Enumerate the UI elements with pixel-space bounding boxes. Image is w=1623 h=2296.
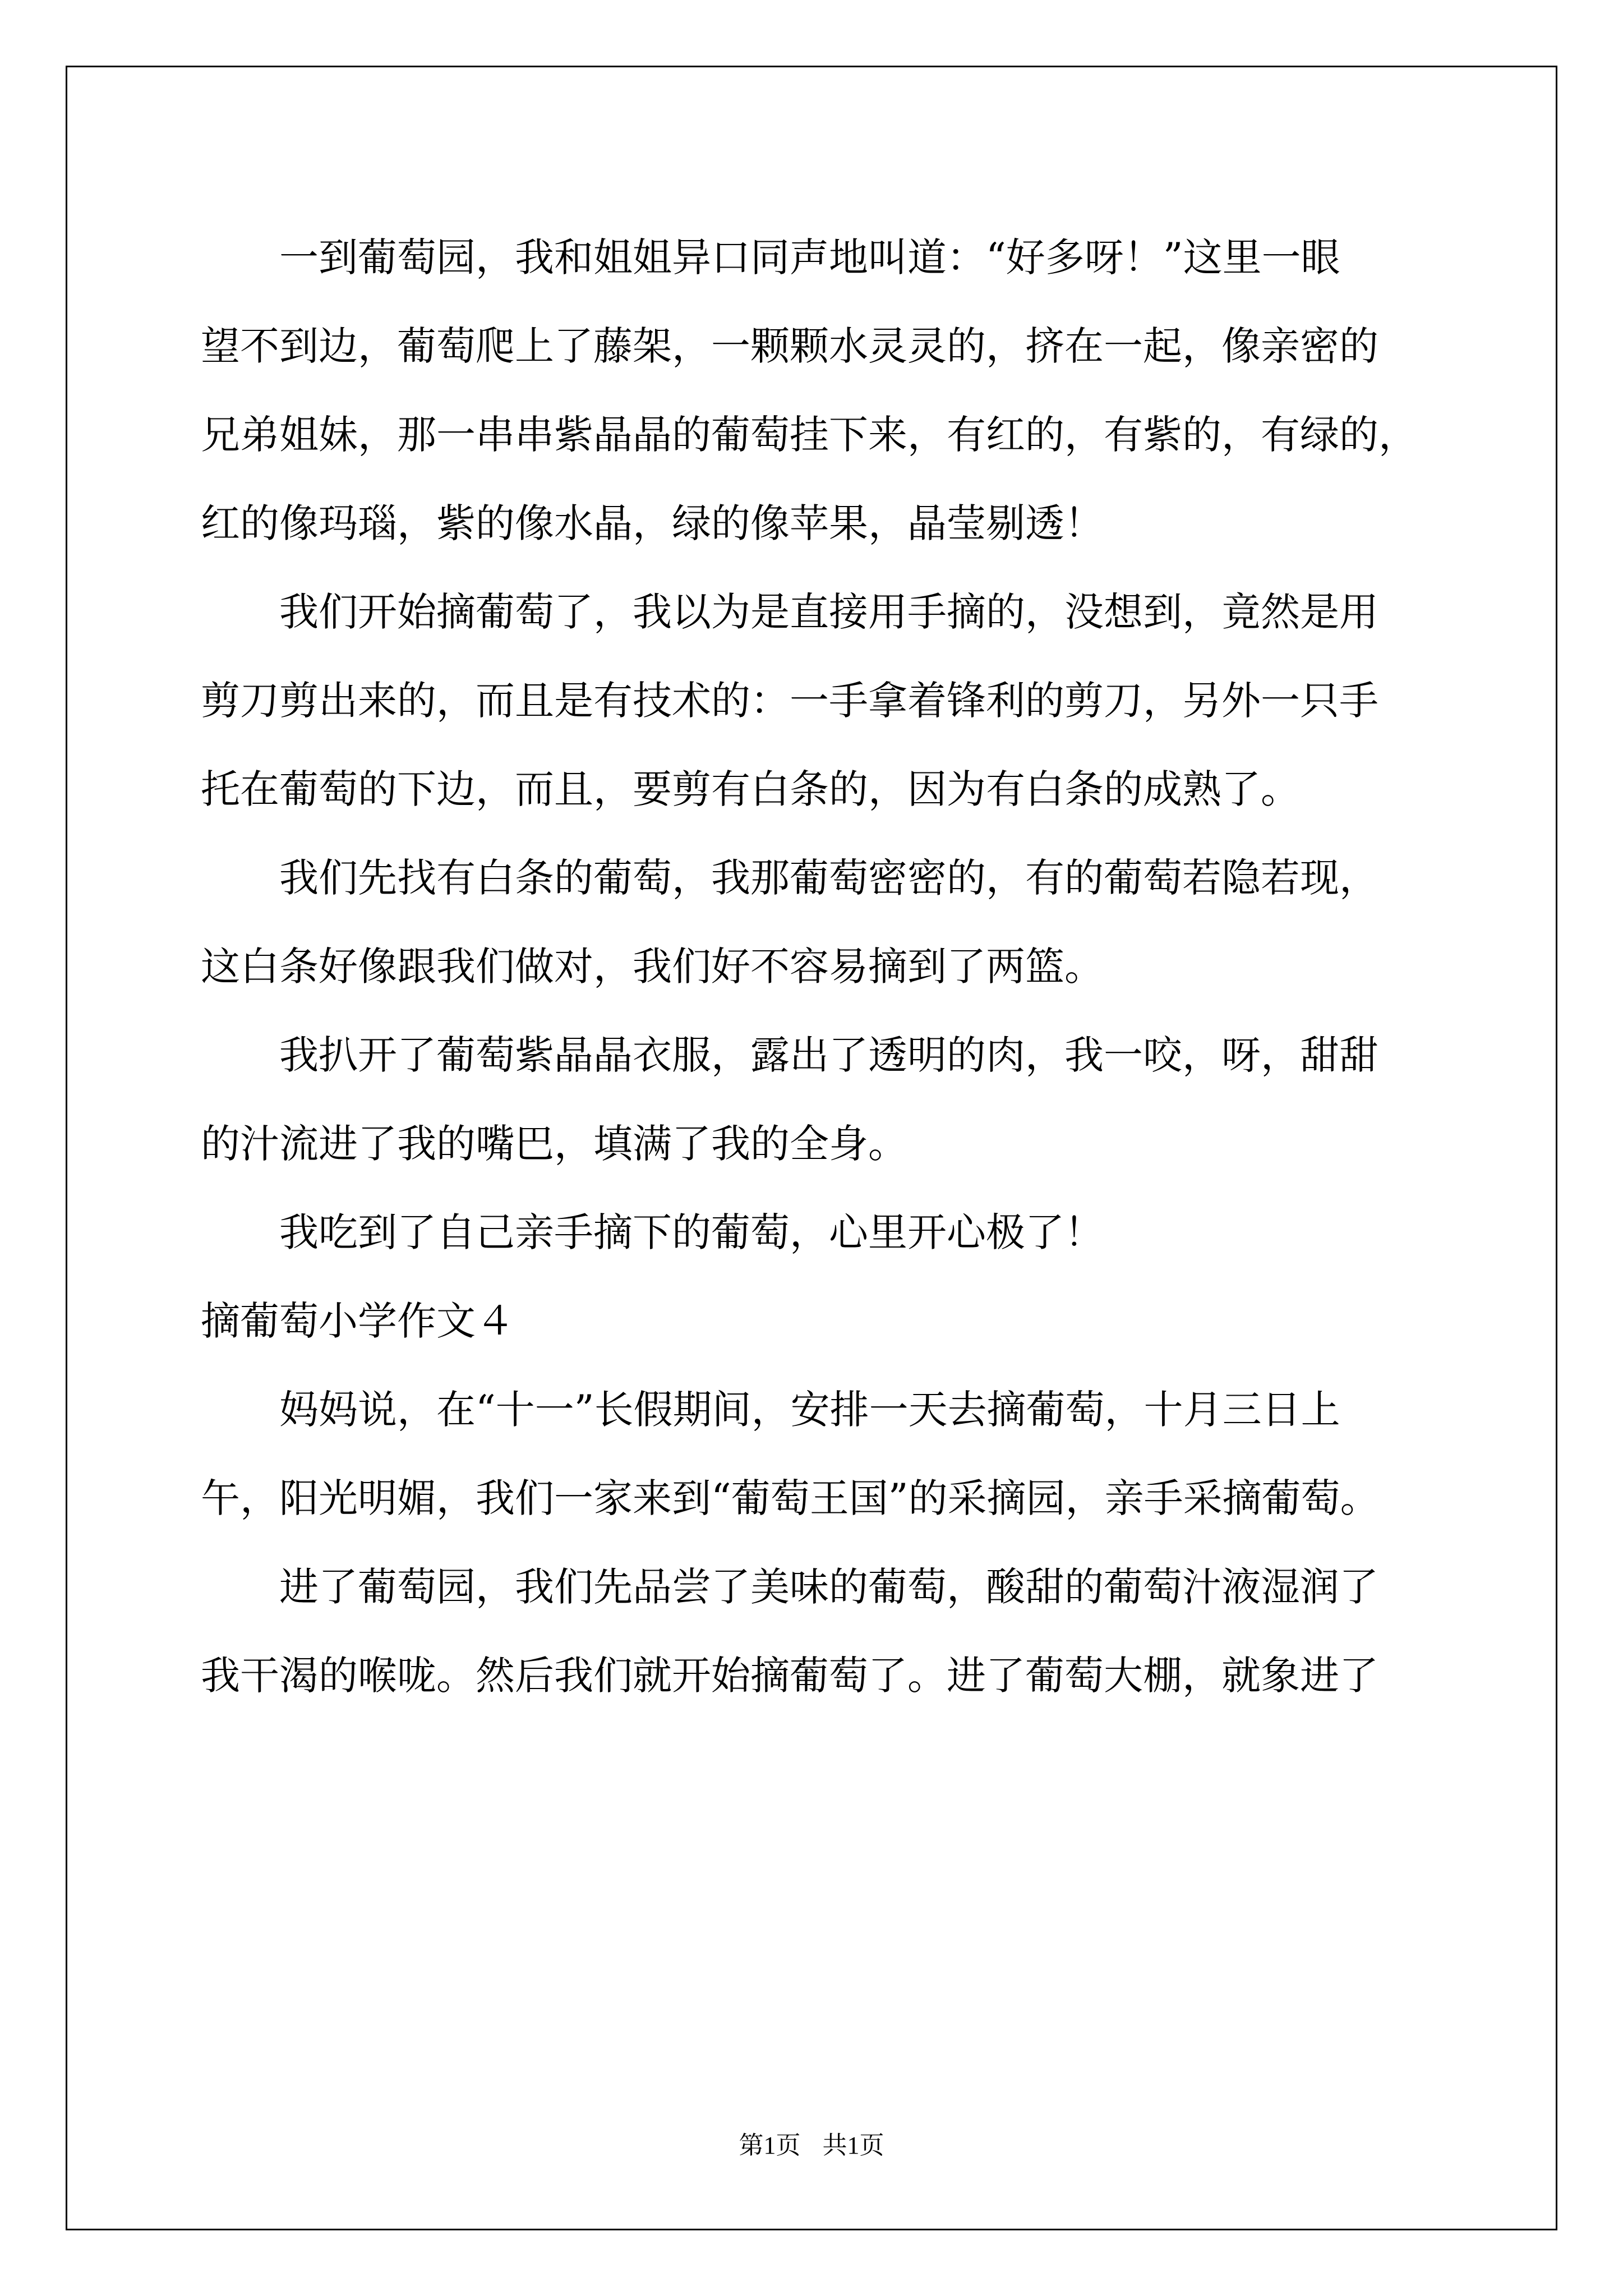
text-line: 午，阳光明媚，我们一家来到“葡萄王国”的采摘园，亲手采摘葡萄。 xyxy=(201,1475,1380,1521)
heading-text: 摘葡萄小学作文４ xyxy=(201,1298,515,1344)
paragraph xyxy=(201,1365,1435,1543)
text-line: 剪刀剪出来的，而且是有技术的：一手拿着锋利的剪刀，另外一只手 xyxy=(201,678,1378,724)
paragraph xyxy=(201,1188,1435,1277)
text-line: 妈妈说，在“十一”长假期间，安排一天去摘葡萄，十月三日上 xyxy=(279,1387,1340,1433)
text-line: 望不到边，葡萄爬上了藤架，一颗颗水灵灵的，挤在一起，像亲密的 xyxy=(201,323,1378,369)
text-line: 我们开始摘葡萄了，我以为是直接用手摘的，没想到，竟然是用 xyxy=(279,589,1378,635)
section-heading xyxy=(201,1277,1435,1365)
document-body xyxy=(201,213,1435,1720)
paragraph xyxy=(201,568,1435,834)
paragraph xyxy=(201,213,1435,568)
text-line: 一到葡萄园，我和姐姐异口同声地叫道：“好多呀！”这里一眼 xyxy=(279,234,1340,280)
text-line: 进了葡萄园，我们先品尝了美味的葡萄，酸甜的葡萄汁液湿润了 xyxy=(279,1564,1378,1610)
paragraph xyxy=(201,1011,1435,1188)
page-footer xyxy=(0,2129,1623,2162)
paragraph xyxy=(201,1543,1435,1720)
paragraph xyxy=(201,834,1435,1011)
page-total: 共1页 xyxy=(822,2132,884,2159)
text-line: 我们先找有白条的葡萄，我那葡萄密密的，有的葡萄若隐若现， xyxy=(279,855,1378,901)
text-line: 的汁流进了我的嘴巴，填满了我的全身。 xyxy=(201,1121,907,1167)
page-number: 第1页 xyxy=(739,2132,801,2159)
text-line: 我干渴的喉咙。然后我们就开始摘葡萄了。进了葡萄大棚，就象进了 xyxy=(201,1653,1378,1699)
text-line: 我扒开了葡萄紫晶晶衣服，露出了透明的肉，我一咬，呀，甜甜 xyxy=(279,1032,1378,1078)
text-line: 兄弟姐妹，那一串串紫晶晶的葡萄挂下来，有红的，有紫的，有绿的， xyxy=(201,412,1418,458)
text-line: 托在葡萄的下边，而且，要剪有白条的，因为有白条的成熟了。 xyxy=(201,766,1300,812)
text-line: 我吃到了自己亲手摘下的葡萄，心里开心极了！ xyxy=(279,1209,1104,1255)
text-line: 红的像玛瑙，紫的像水晶，绿的像苹果，晶莹剔透！ xyxy=(201,500,1104,546)
text-line: 这白条好像跟我们做对，我们好不容易摘到了两篮。 xyxy=(201,944,1104,990)
